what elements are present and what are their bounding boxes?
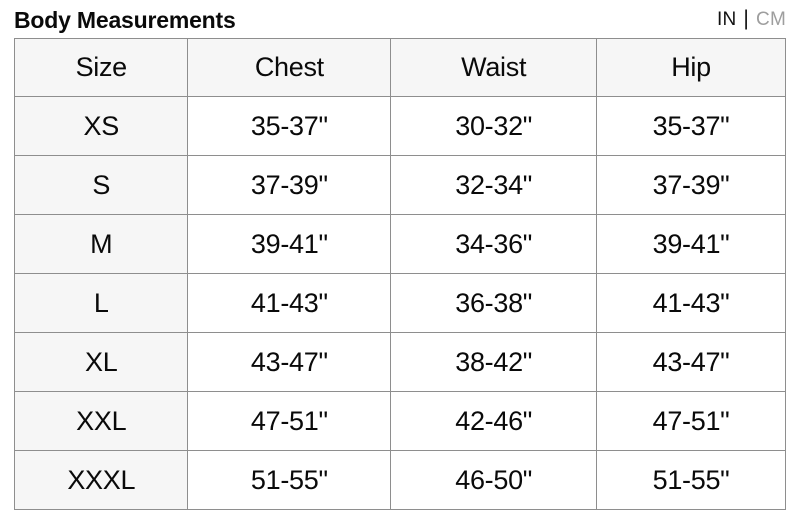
table-row [15, 156, 786, 215]
unit-divider: | [743, 7, 750, 30]
column-header-hip: Hip [597, 39, 786, 97]
chest-cell: 37-39" [188, 156, 391, 215]
column-header-chest: Chest [188, 39, 391, 97]
waist-cell: 34-36" [391, 215, 597, 274]
chest-cell: 41-43" [188, 274, 391, 333]
size-cell: S [15, 156, 188, 215]
top-bar [0, 0, 800, 38]
chest-cell: 47-51" [188, 392, 391, 451]
table-row [15, 392, 786, 451]
header-row [15, 39, 786, 97]
page-title: Body Measurements [14, 6, 236, 33]
size-cell: M [15, 215, 188, 274]
size-cell: XS [15, 97, 188, 156]
waist-cell: 46-50" [391, 451, 597, 510]
hip-cell: 51-55" [597, 451, 786, 510]
waist-cell: 36-38" [391, 274, 597, 333]
table-row [15, 451, 786, 510]
hip-cell: 35-37" [597, 97, 786, 156]
hip-cell: 47-51" [597, 392, 786, 451]
waist-cell: 30-32" [391, 97, 597, 156]
chest-cell: 35-37" [188, 97, 391, 156]
table-row [15, 215, 786, 274]
unit-toggle [717, 8, 786, 32]
hip-cell: 43-47" [597, 333, 786, 392]
size-cell: XL [15, 333, 188, 392]
waist-cell: 42-46" [391, 392, 597, 451]
column-header-waist: Waist [391, 39, 597, 97]
table-row [15, 97, 786, 156]
waist-cell: 32-34" [391, 156, 597, 215]
size-cell: XXL [15, 392, 188, 451]
waist-cell: 38-42" [391, 333, 597, 392]
unit-cm-button[interactable]: CM [756, 9, 786, 30]
chest-cell: 43-47" [188, 333, 391, 392]
unit-in-button[interactable]: IN [716, 9, 737, 30]
hip-cell: 39-41" [597, 215, 786, 274]
hip-cell: 37-39" [597, 156, 786, 215]
hip-cell: 41-43" [597, 274, 786, 333]
size-cell: XXXL [15, 451, 188, 510]
chest-cell: 51-55" [188, 451, 391, 510]
table-row [15, 333, 786, 392]
size-cell: L [15, 274, 188, 333]
measurements-table [14, 38, 786, 510]
column-header-size: Size [15, 39, 188, 97]
chest-cell: 39-41" [188, 215, 391, 274]
table-row [15, 274, 786, 333]
